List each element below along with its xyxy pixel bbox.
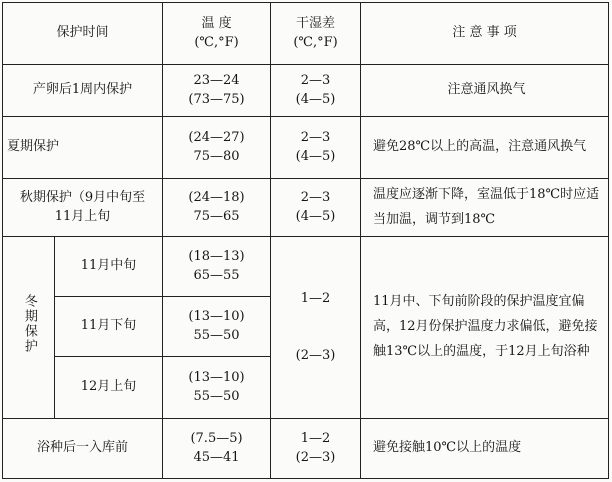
autumn-humid-c: 2—3 xyxy=(300,189,331,205)
header-notes: 注 意 事 项 xyxy=(361,3,609,65)
summer-humidity xyxy=(271,117,361,179)
winter-sub-2-temperature xyxy=(163,297,271,357)
row-postlay xyxy=(3,65,609,117)
header-humidity-title: 干湿差 xyxy=(296,15,336,31)
bath-humid-c: 1—2 xyxy=(300,430,331,446)
summer-note: 避免28℃以上的高温，注意通风换气 xyxy=(361,117,609,179)
header-temperature-units: (℃,°F) xyxy=(194,34,239,50)
winter-sub-1-temp-f: 65—55 xyxy=(193,267,240,283)
silkworm-egg-protection-table xyxy=(2,2,609,479)
row-bath xyxy=(3,419,609,479)
row-winter-1 xyxy=(3,237,609,297)
postlay-label: 产卵后1周内保护 xyxy=(3,65,163,117)
postlay-humid-f: (4—5) xyxy=(295,91,336,107)
autumn-temp-c: (24—18) xyxy=(188,189,245,205)
header-row xyxy=(3,3,609,65)
summer-temp-c: (24—27) xyxy=(188,129,245,145)
row-autumn xyxy=(3,179,609,237)
summer-humid-f: (4—5) xyxy=(295,148,336,164)
winter-sub-3-temp-c: (13—10) xyxy=(188,369,245,385)
winter-group-label-text: 冬期保护 xyxy=(21,294,37,355)
winter-sub-1-label: 11月中旬 xyxy=(55,237,163,297)
autumn-temp-f: 75—65 xyxy=(193,208,240,224)
winter-sub-2-temp-c: (13—10) xyxy=(188,308,245,324)
winter-sub-1-temperature xyxy=(163,237,271,297)
winter-sub-2-label: 11月下旬 xyxy=(55,297,163,357)
postlay-humidity xyxy=(271,65,361,117)
autumn-humid-f: (4—5) xyxy=(295,208,336,224)
winter-sub-2-temp-f: 55—50 xyxy=(193,327,240,343)
postlay-temp-c: 23—24 xyxy=(193,72,240,88)
postlay-temperature xyxy=(163,65,271,117)
winter-humid-f: (2—3) xyxy=(295,347,336,363)
bath-humid-f: (2—3) xyxy=(295,449,336,465)
header-period: 保护时间 xyxy=(3,3,163,65)
bath-temp-f: 45—41 xyxy=(193,449,240,465)
autumn-note: 温度应逐渐下降，室温低于18℃时应适当加温，调节到18℃ xyxy=(361,179,609,237)
postlay-note: 注意通风换气 xyxy=(361,65,609,117)
winter-sub-3-temperature xyxy=(163,357,271,419)
bath-temperature xyxy=(163,419,271,479)
header-temperature-title: 温 度 xyxy=(201,15,232,31)
autumn-temperature xyxy=(163,179,271,237)
autumn-humidity xyxy=(271,179,361,237)
winter-humid-c: 1—2 xyxy=(300,290,331,306)
header-temperature xyxy=(163,3,271,65)
row-summer xyxy=(3,117,609,179)
bath-note: 避免接触10℃以上的温度 xyxy=(361,419,609,479)
bath-temp-c: (7.5—5) xyxy=(190,430,243,446)
header-humidity xyxy=(271,3,361,65)
bath-label: 浴种后一入库前 xyxy=(3,419,163,479)
winter-sub-1-temp-c: (18—13) xyxy=(188,248,245,264)
postlay-temp-f: (73—75) xyxy=(188,91,245,107)
postlay-humid-c: 2—3 xyxy=(300,72,331,88)
winter-sub-3-temp-f: 55—50 xyxy=(193,388,240,404)
summer-label: 夏期保护 xyxy=(3,117,163,179)
winter-sub-3-label: 12月上旬 xyxy=(55,357,163,419)
autumn-label-line2: 11月上旬 xyxy=(54,208,111,224)
header-humidity-units: (℃,°F) xyxy=(293,34,338,50)
autumn-label-line1: 秋期保护（9月中旬至 xyxy=(19,189,146,205)
winter-note: 11月中、下旬前阶段的保护温度宜偏高，12月份保护温度力求偏低，避免接触13℃以上的温度，于12月上旬浴种 xyxy=(361,237,609,419)
autumn-label xyxy=(3,179,163,237)
summer-temp-f: 75—80 xyxy=(193,148,240,164)
summer-humid-c: 2—3 xyxy=(300,129,331,145)
summer-temperature xyxy=(163,117,271,179)
winter-group-label xyxy=(3,237,55,419)
bath-humidity xyxy=(271,419,361,479)
winter-humidity xyxy=(271,237,361,419)
